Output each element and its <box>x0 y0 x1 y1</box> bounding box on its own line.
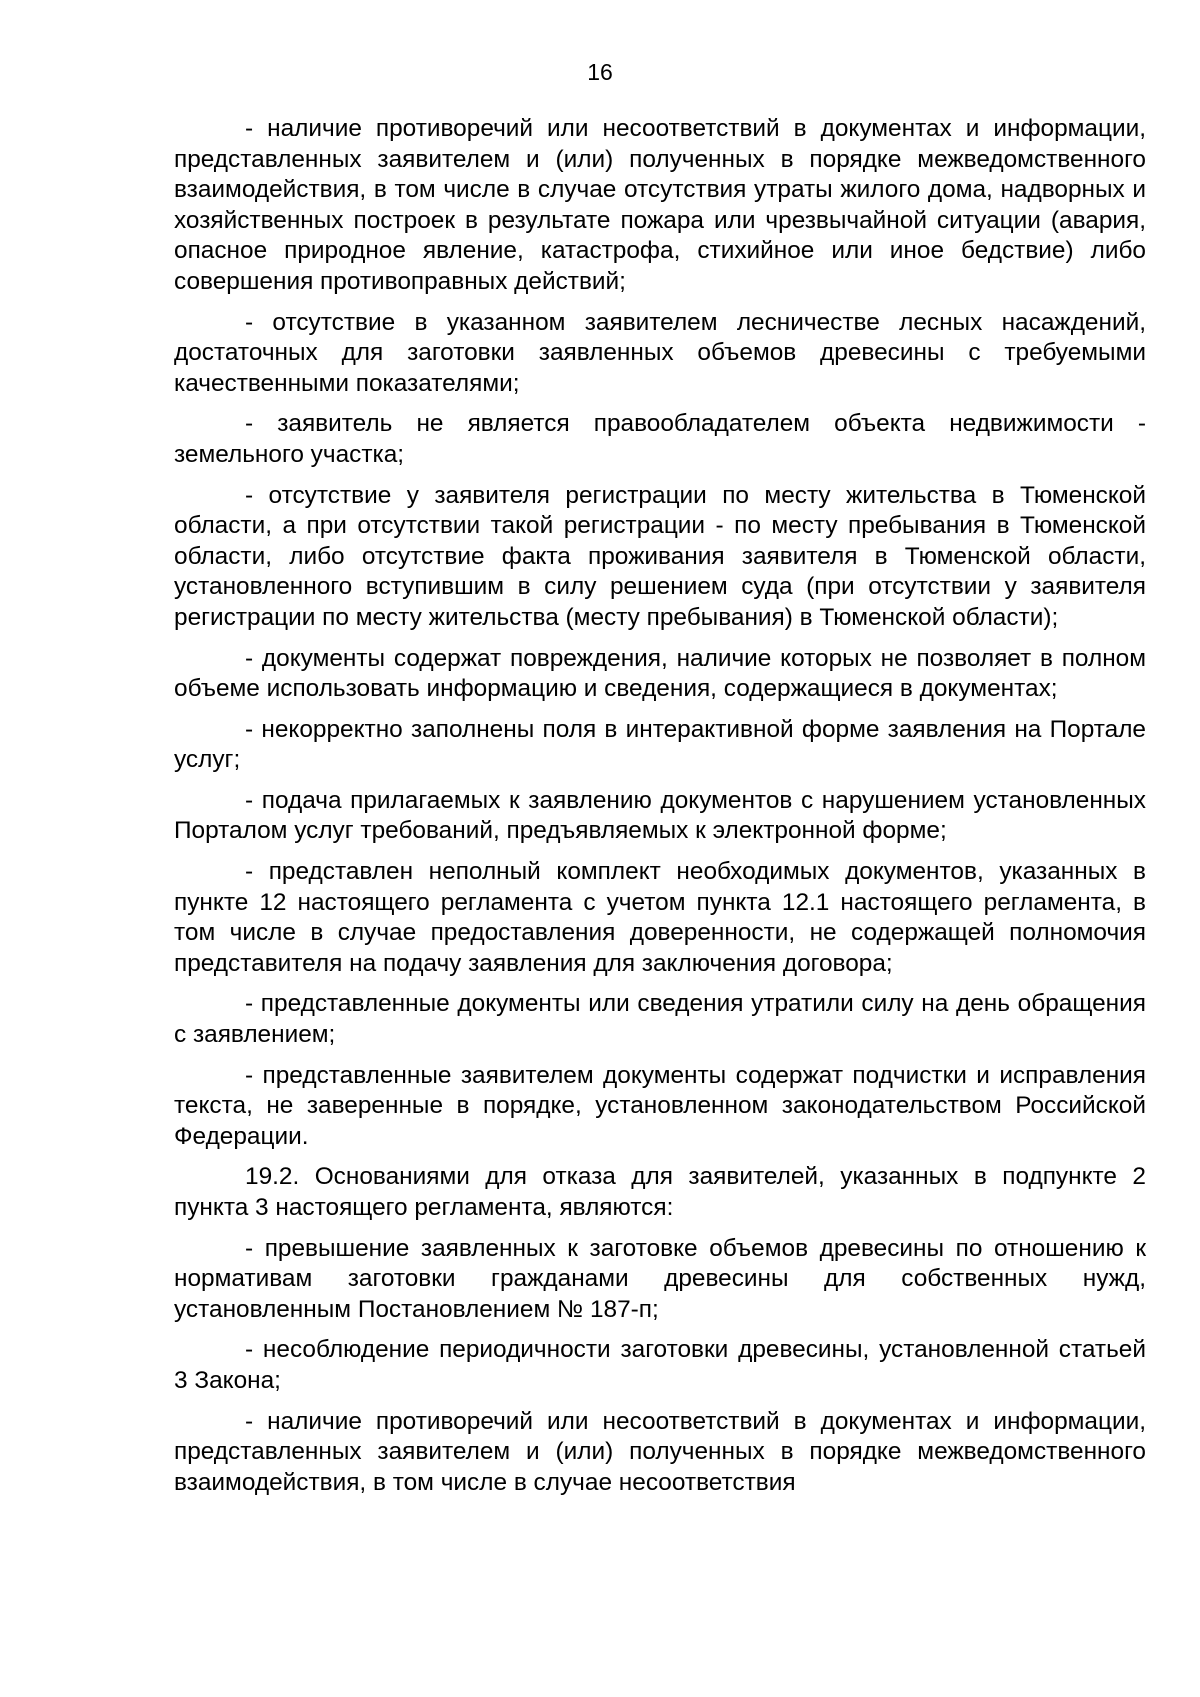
paragraph-format-violation: - подача прилагаемых к заявлению документов с нарушением установленных Порталом услуг требований, предъявляемых к электронной форме; <box>174 786 1146 845</box>
paragraph-no-registration: - отсутствие у заявителя регистрации по месту жительства в Тюменской области, а при отсутствии такой регистрации - по месту пребывания в Тюменской области, либо отсутствие факта проживания заявителя в Тюменской области, установленного вступившим в силу решением суда (при отсутствии у заявителя регистрации по месту жительства (месту пребывания) в Тюменской области); <box>174 481 1146 631</box>
paragraph-no-plantings: - отсутствие в указанном заявителем лесничестве лесных насаждений, достаточных для заготовки заявленных объемов древесины с требуемыми качественными показателями; <box>174 308 1146 397</box>
paragraph-section-19-2: 19.2. Основаниями для отказа для заявителей, указанных в подпункте 2 пункта 3 настоящего регламента, являются: <box>174 1163 1146 1221</box>
page-number: 16 <box>587 59 613 85</box>
paragraph-incorrect-fields: - некорректно заполнены поля в интерактивной форме заявления на Портале услуг; <box>174 715 1146 774</box>
paragraph-periodicity: - несоблюдение периодичности заготовки древесины, установленной статьей 3 Закона; <box>174 1336 1146 1394</box>
paragraph-volume-excess: - превышение заявленных к заготовке объемов древесины по отношению к нормативам заготовки гражданами древесины для собственных нужд, установленным Постановлением № 187-п; <box>174 1234 1146 1323</box>
paragraph-not-rightholder: - заявитель не является правообладателем объекта недвижимости - земельного участка; <box>174 410 1146 468</box>
paragraph-expired-documents: - представленные документы или сведения утратили силу на день обращения с заявлением; <box>174 990 1146 1049</box>
document-body <box>174 114 1146 1508</box>
paragraph-erasures: - представленные заявителем документы содержат подчистки и исправления текста, не заверенные в порядке, установленном законодательством Российской Федерации. <box>174 1061 1146 1150</box>
paragraph-incomplete-set: - представлен неполный комплект необходимых документов, указанных в пункте 12 настоящего регламента с учетом пункта 12.1 настоящего регламента, в том числе в случае предоставления доверенности, не содержащей полномочия представителя на подачу заявления для заключения договора; <box>174 858 1146 977</box>
paragraph-damaged-documents: - документы содержат повреждения, наличие которых не позволяет в полном объеме использовать информацию и сведения, содержащиеся в документах; <box>174 644 1146 703</box>
paragraph-contradictions-2: - наличие противоречий или несоответствий в документах и информации, представленных заявителем и (или) полученных в порядке межведомственного взаимодействия, в том числе в случае несоответствия <box>174 1407 1146 1496</box>
paragraph-contradictions: - наличие противоречий или несоответствий в документах и информации, представленных заявителем и (или) полученных в порядке межведомственного взаимодействия, в том числе в случае отсутствия утраты жилого дома, надворных и хозяйственных построек в результате пожара или чрезвычайной ситуации (авария, опасное природное явление, катастрофа, стихийное или иное бедствие) либо совершения противоправных действий; <box>174 115 1146 295</box>
